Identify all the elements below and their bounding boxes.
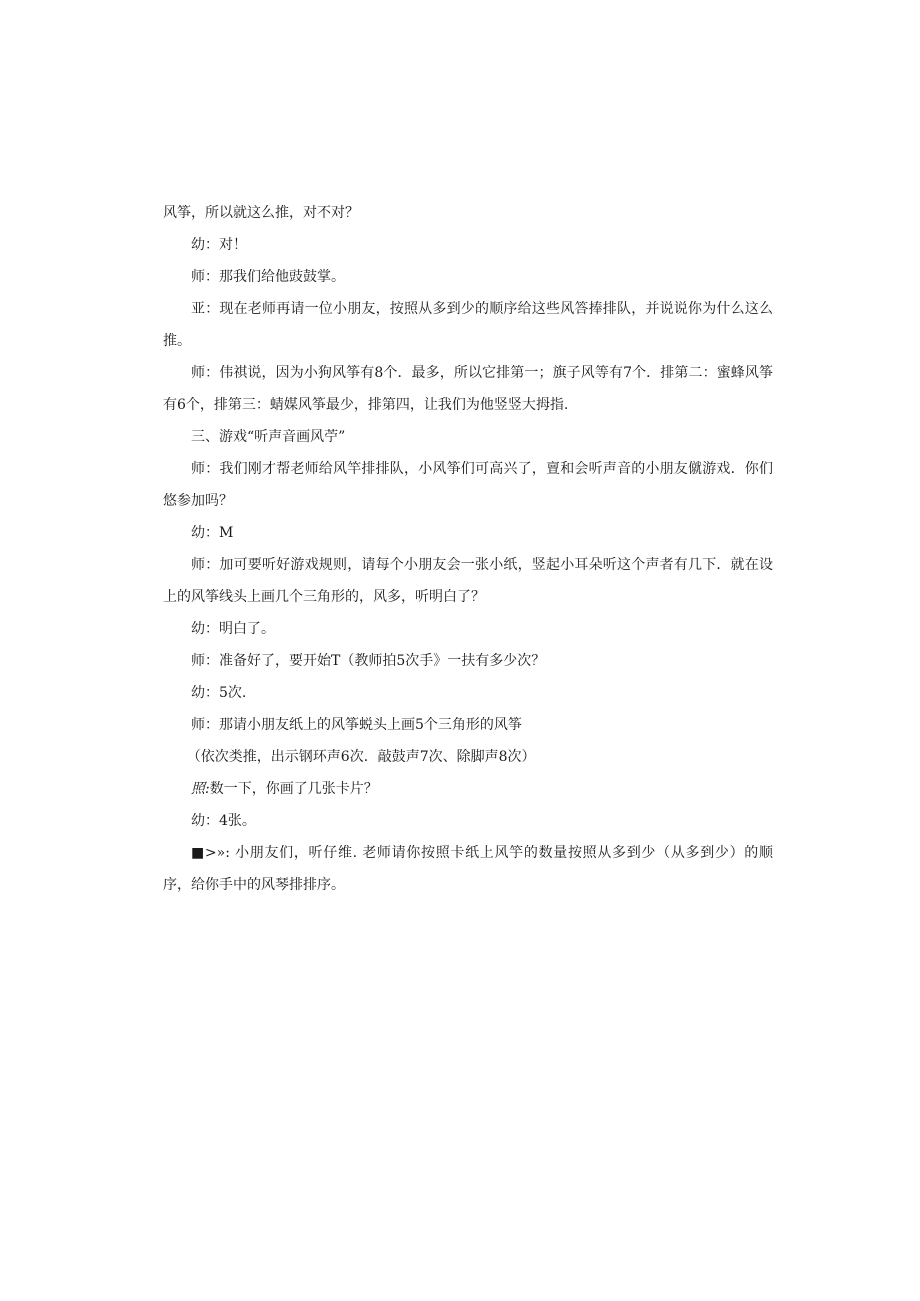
- paragraph-14: （依次类推，出示钢环声6次．敲鼓声7次、除脚声8次）: [186, 749, 536, 765]
- paragraph-5: 师：伟祺说，因为小狗风筝有8个．最多，所以它排第一；旗子风等有7个．排第二：蜜蜂风筝有6个，排第三：蜻媒风筝最少，排第四，让我们为他竖竖大拇指.: [163, 365, 773, 413]
- paragraph-12: 幼：5次.: [191, 685, 247, 701]
- paragraph-17: ■>»: 小朋友们，听仔维. 老师请你按照卡纸上风竽的数量按照从多到少（从多到少）的顺序，给你手中的风琴排排序。: [163, 845, 773, 893]
- paragraph-4: 亚：现在老师再请一位小朋友，按照从多到少的顺序给这些风答捧排队，并说说你为什么这么推。: [163, 301, 773, 349]
- paragraph-1: 风筝，所以就这么推，对不对？: [163, 205, 359, 221]
- paragraph-13: 师：那请小朋友纸上的风筝蜕头上画5个三角形的风筝: [191, 717, 522, 733]
- paragraph-2: 幼：对！: [191, 237, 247, 253]
- paragraph-15-text: 数一下，你画了几张卡片？: [209, 781, 378, 797]
- section-heading-game: 三、游戏“听声音画风苧”: [191, 429, 346, 445]
- paragraph-9: 师：加可要听好游戏规则，请每个小朋友会一张小纸，竖起小耳朵听这个声者有几下．就在设上的风筝线头上画几个三角形的，风多，听明白了？: [163, 557, 773, 605]
- paragraph-15: [163, 773, 773, 805]
- speaker-label: 照:: [191, 781, 210, 797]
- document-body: [163, 197, 773, 901]
- paragraph-11: 师：准备好了，要开始T（教师拍5次手》一扶有多少次？: [191, 653, 546, 669]
- paragraph-8: 幼：M: [191, 525, 234, 541]
- paragraph-7: 师：我们刚才帮老师给风竿排排队，小风筝们可高兴了，亶和会听声音的小朋友僦游戏．你们悠参加吗？: [163, 461, 773, 509]
- paragraph-10: 幼：明白了。: [191, 621, 275, 637]
- paragraph-3: 师：那我们给他豉鼓掌。: [191, 269, 345, 285]
- paragraph-16: 幼：4张。: [191, 813, 256, 829]
